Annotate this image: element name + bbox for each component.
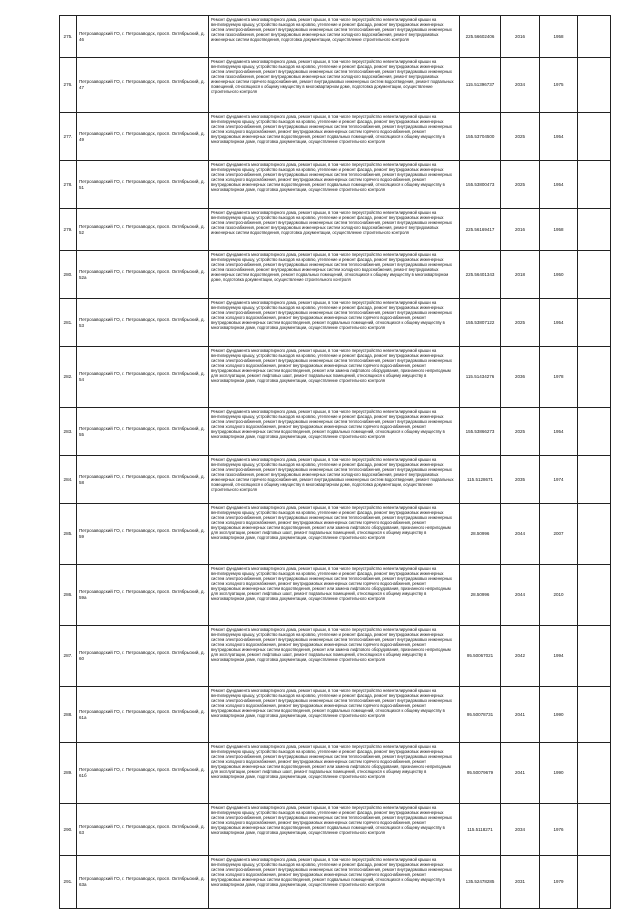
empty-cell <box>578 209 611 251</box>
row-number: 277. <box>60 113 77 161</box>
build-year-cell: 1950 <box>540 251 578 299</box>
planned-year-cell: 2018 <box>501 251 540 299</box>
table-row <box>60 743 611 804</box>
row-number: 283. <box>60 408 77 456</box>
works-description-cell: Ремонт фундамента многоквартирного дома, ремонт крыши, в том числе переустройство невентилируемой крыши на вентилируемую крышу, устройство выходов на кровлю, утепление и ремонт фасада, ремонт внутридомовых инженерных систем электроснабжения, ремонт внутридомовых инженерных систем теплоснабжения, ремонт внутридомовых инженерных систем холодного водоснабжения, ремонт внутридомовых инженерных систем горячего водоснабжения, ремонт внутридомовых инженерных систем водоотведения, ремонт подвальных помещений, относящихся к общему имуществу в многоквартирном доме, подготовка документации, осуществление строительного контроля <box>209 299 460 347</box>
works-description-cell: Ремонт фундамента многоквартирного дома, ремонт крыши, в том числе переустройство невентилируемой крыши на вентилируемую крышу, устройство выходов на кровлю, утепление и ремонт фасада, ремонт внутридомовых инженерных систем электроснабжения, ремонт внутридомовых инженерных систем теплоснабжения, ремонт внутридомовых инженерных систем холодного водоснабжения, ремонт внутридомовых инженерных систем горячего водоснабжения, ремонт внутридомовых инженерных систем водоотведения, ремонт подвальных помещений, относящихся к общему имуществу в многоквартирном доме, подготовка документации, осуществление строительного контроля <box>209 687 460 743</box>
build-year-cell: 1990 <box>540 743 578 804</box>
empty-cell <box>578 687 611 743</box>
build-year-cell: 1990 <box>540 687 578 743</box>
works-description-cell: Ремонт фундамента многоквартирного дома, ремонт крыши, в том числе переустройство невентилируемой крыши на вентилируемую крышу, устройство выходов на кровлю, утепление и ремонт фасада, ремонт внутридомовых инженерных систем электроснабжения, ремонт внутридомовых инженерных систем теплоснабжения, ремонт внутридомовых инженерных систем газоснабжения, ремонт внутридомовых инженерных систем холодного водоснабжения, ремонт внутридомовых инженерных систем горячего водоснабжения, ремонт внутридомовых инженерных систем водоотведения, ремонт подвальных помещений, относящихся к общему имуществу в многоквартирном доме, подготовка документации, осуществление строительного контроля <box>209 456 460 504</box>
build-year-cell: 1975 <box>540 58 578 113</box>
build-year-cell: 1954 <box>540 299 578 347</box>
works-description-cell: Ремонт фундамента многоквартирного дома, ремонт крыши, в том числе переустройство невентилируемой крыши на вентилируемую крышу, устройство выходов на кровлю, утепление и ремонт фасада, ремонт внутридомовых инженерных систем электроснабжения, ремонт внутридомовых инженерных систем теплоснабжения, ремонт внутридомовых инженерных систем холодного водоснабжения, ремонт внутридомовых инженерных систем горячего водоснабжения, ремонт внутридомовых инженерных систем водоотведения, ремонт подвальных помещений, относящихся к общему имуществу в многоквартирном доме, подготовка документации, осуществление строительного контроля <box>209 804 460 856</box>
cost-value-cell: 28.50996 <box>460 504 501 565</box>
build-year-cell: 1978 <box>540 347 578 408</box>
row-number: 285. <box>60 504 77 565</box>
build-year-cell: 1954 <box>540 408 578 456</box>
cost-value-cell: 115.51434276 <box>460 347 501 408</box>
address-cell: Петрозаводский ГО, г. Петрозаводск, просп. Октябрьский, д. 46 <box>77 16 209 58</box>
table-row <box>60 16 611 58</box>
planned-year-cell: 2041 <box>501 687 540 743</box>
address-cell: Петрозаводский ГО, г. Петрозаводск, просп. Октябрьский, д. 63а <box>77 856 209 909</box>
table-row <box>60 687 611 743</box>
address-cell: Петрозаводский ГО, г. Петрозаводск, просп. Октябрьский, д. 54 <box>77 347 209 408</box>
works-description-cell: Ремонт фундамента многоквартирного дома, ремонт крыши, в том числе переустройство невентилируемой крыши на вентилируемую крышу, устройство выходов на кровлю, утепление и ремонт фасада, ремонт внутридомовых инженерных систем электроснабжения, ремонт внутридомовых инженерных систем теплоснабжения, ремонт внутридомовых инженерных систем холодного водоснабжения, ремонт внутридомовых инженерных систем горячего водоснабжения, ремонт внутридомовых инженерных систем водоотведения, ремонт подвальных помещений, относящихся к общему имуществу в многоквартирном доме, подготовка документации, осуществление строительного контроля <box>209 113 460 161</box>
cost-value-cell: 115.51396737 <box>460 58 501 113</box>
planned-year-cell: 2035 <box>501 456 540 504</box>
table-row <box>60 209 611 251</box>
address-cell: Петрозаводский ГО, г. Петрозаводск, просп. Октябрьский, д. 59а <box>77 565 209 626</box>
empty-cell <box>578 456 611 504</box>
address-cell: Петрозаводский ГО, г. Петрозаводск, просп. Октябрьский, д. 61а <box>77 687 209 743</box>
empty-cell <box>578 565 611 626</box>
cost-value-cell: 225.56169417 <box>460 209 501 251</box>
address-cell: Петрозаводский ГО, г. Петрозаводск, просп. Октябрьский, д. 47 <box>77 58 209 113</box>
address-cell: Петрозаводский ГО, г. Петрозаводск, просп. Октябрьский, д. 58 <box>77 456 209 504</box>
works-description-cell: Ремонт фундамента многоквартирного дома, ремонт крыши, в том числе переустройство невентилируемой крыши на вентилируемую крышу, устройство выходов на кровлю, утепление и ремонт фасада, ремонт внутридомовых инженерных систем электроснабжения, ремонт внутридомовых инженерных систем теплоснабжения, ремонт внутридомовых инженерных систем холодного водоснабжения, ремонт внутридомовых инженерных систем горячего водоснабжения, ремонт внутридомовых инженерных систем водоотведения, ремонт или замена лифтового оборудования, признанного непригодным для эксплуатации, ремонт лифтовых шахт, ремонт подвальных помещений, относящихся к общему имуществу в многоквартирном доме, подготовка документации, осуществление строительного контроля <box>209 565 460 626</box>
row-number: 288. <box>60 687 77 743</box>
works-description-cell: Ремонт фундамента многоквартирного дома, ремонт крыши, в том числе переустройство невентилируемой крыши на вентилируемую крышу, устройство выходов на кровлю, утепление и ремонт фасада, ремонт внутридомовых инженерных систем электроснабжения, ремонт внутридомовых инженерных систем теплоснабжения, ремонт внутридомовых инженерных систем газоснабжения, ремонт внутридомовых инженерных систем холодного водоснабжения, ремонт внутридомовых инженерных систем водоотведения, подготовка документации, осуществление строительного контроля <box>209 16 460 58</box>
cost-value-cell: 28.50996 <box>460 565 501 626</box>
row-number: 275. <box>60 16 77 58</box>
row-number: 291. <box>60 856 77 909</box>
row-number: 284. <box>60 456 77 504</box>
address-cell: Петрозаводский ГО, г. Петрозаводск, просп. Октябрьский, д. 52 <box>77 209 209 251</box>
planned-year-cell: 2025 <box>501 113 540 161</box>
empty-cell <box>578 408 611 456</box>
build-year-cell: 1958 <box>540 209 578 251</box>
table-row <box>60 565 611 626</box>
works-description-cell: Ремонт фундамента многоквартирного дома, ремонт крыши, в том числе переустройство невентилируемой крыши на вентилируемую крышу, устройство выходов на кровлю, утепление и ремонт фасада, ремонт внутридомовых инженерных систем электроснабжения, ремонт внутридомовых инженерных систем теплоснабжения, ремонт внутридомовых инженерных систем холодного водоснабжения, ремонт внутридомовых инженерных систем горячего водоснабжения, ремонт внутридомовых инженерных систем водоотведения, ремонт подвальных помещений, относящихся к общему имуществу в многоквартирном доме, подготовка документации, осуществление строительного контроля <box>209 856 460 909</box>
cost-value-cell: 95.50079679 <box>460 743 501 804</box>
cost-value-cell: 155.53807122 <box>460 299 501 347</box>
row-number: 287. <box>60 626 77 687</box>
empty-cell <box>578 804 611 856</box>
row-number: 281. <box>60 299 77 347</box>
build-year-cell: 1954 <box>540 113 578 161</box>
build-year-cell: 1979 <box>540 856 578 909</box>
address-cell: Петрозаводский ГО, г. Петрозаводск, просп. Октябрьский, д. 52а <box>77 251 209 299</box>
table-row <box>60 456 611 504</box>
build-year-cell: 1976 <box>540 804 578 856</box>
address-cell: Петрозаводский ГО, г. Петрозаводск, просп. Октябрьский, д. 61б <box>77 743 209 804</box>
empty-cell <box>578 626 611 687</box>
table-body <box>60 16 611 909</box>
cost-value-cell: 155.53704500 <box>460 113 501 161</box>
build-year-cell: 1974 <box>540 456 578 504</box>
planned-year-cell: 2036 <box>501 347 540 408</box>
empty-cell <box>578 299 611 347</box>
works-description-cell: Ремонт фундамента многоквартирного дома, ремонт крыши, в том числе переустройство невентилируемой крыши на вентилируемую крышу, устройство выходов на кровлю, утепление и ремонт фасада, ремонт внутридомовых инженерных систем электроснабжения, ремонт внутридомовых инженерных систем теплоснабжения, ремонт внутридомовых инженерных систем холодного водоснабжения, ремонт внутридомовых инженерных систем горячего водоснабжения, ремонт внутридомовых инженерных систем водоотведения, ремонт или замена лифтового оборудования, признанного непригодным для эксплуатации, ремонт лифтовых шахт, ремонт подвальных помещений, относящихся к общему имуществу в многоквартирном доме, подготовка документации, осуществление строительного контроля <box>209 504 460 565</box>
empty-cell <box>578 16 611 58</box>
planned-year-cell: 2042 <box>501 626 540 687</box>
row-number: 276. <box>60 58 77 113</box>
empty-cell <box>578 161 611 209</box>
table-row <box>60 58 611 113</box>
row-number: 278. <box>60 161 77 209</box>
address-cell: Петрозаводский ГО, г. Петрозаводск, просп. Октябрьский, д. 59 <box>77 504 209 565</box>
cost-value-cell: 115.5118271 <box>460 804 501 856</box>
build-year-cell: 2010 <box>540 565 578 626</box>
empty-cell <box>578 856 611 909</box>
cost-value-cell: 155.53800473 <box>460 161 501 209</box>
empty-cell <box>578 251 611 299</box>
empty-cell <box>578 58 611 113</box>
planned-year-cell: 2041 <box>501 743 540 804</box>
works-description-cell: Ремонт фундамента многоквартирного дома, ремонт крыши, в том числе переустройство невентилируемой крыши на вентилируемую крышу, устройство выходов на кровлю, утепление и ремонт фасада, ремонт внутридомовых инженерных систем электроснабжения, ремонт внутридомовых инженерных систем теплоснабжения, ремонт внутридомовых инженерных систем холодного водоснабжения, ремонт внутридомовых инженерных систем горячего водоснабжения, ремонт внутридомовых инженерных систем водоотведения, ремонт или замена лифтового оборудования, признанного непригодным для эксплуатации, ремонт лифтовых шахт, ремонт подвальных помещений, относящихся к общему имуществу в многоквартирном доме, подготовка документации, осуществление строительного контроля <box>209 626 460 687</box>
row-number: 290. <box>60 804 77 856</box>
planned-year-cell: 2031 <box>501 856 540 909</box>
cost-value-cell: 135.52478285 <box>460 856 501 909</box>
works-description-cell: Ремонт фундамента многоквартирного дома, ремонт крыши, в том числе переустройство невентилируемой крыши на вентилируемую крышу, устройство выходов на кровлю, утепление и ремонт фасада, ремонт внутридомовых инженерных систем электроснабжения, ремонт внутридомовых инженерных систем теплоснабжения, ремонт внутридомовых инженерных систем холодного водоснабжения, ремонт внутридомовых инженерных систем горячего водоснабжения, ремонт внутридомовых инженерных систем водоотведения, ремонт или замена лифтового оборудования, признанного непригодным для эксплуатации, ремонт лифтовых шахт, ремонт подвальных помещений, относящихся к общему имуществу в многоквартирном доме, подготовка документации, осуществление строительного контроля <box>209 743 460 804</box>
cost-value-cell: 225.56401343 <box>460 251 501 299</box>
table-row <box>60 347 611 408</box>
table-row <box>60 856 611 909</box>
table-row <box>60 804 611 856</box>
table-row <box>60 113 611 161</box>
table-row <box>60 299 611 347</box>
works-description-cell: Ремонт фундамента многоквартирного дома, ремонт крыши, в том числе переустройство невентилируемой крыши на вентилируемую крышу, устройство выходов на кровлю, утепление и ремонт фасада, ремонт внутридомовых инженерных систем электроснабжения, ремонт внутридомовых инженерных систем теплоснабжения, ремонт внутридомовых инженерных систем газоснабжения, ремонт внутридомовых инженерных систем холодного водоснабжения, ремонт внутридомовых инженерных систем водоотведения, ремонт подвальных помещений, относящихся к общему имуществу в многоквартирном доме, подготовка документации, осуществление строительного контроля <box>209 251 460 299</box>
table-row <box>60 626 611 687</box>
works-description-cell: Ремонт фундамента многоквартирного дома, ремонт крыши, в том числе переустройство невентилируемой крыши на вентилируемую крышу, устройство выходов на кровлю, утепление и ремонт фасада, ремонт внутридомовых инженерных систем электроснабжения, ремонт внутридомовых инженерных систем теплоснабжения, ремонт внутридомовых инженерных систем холодного водоснабжения, ремонт внутридомовых инженерных систем горячего водоснабжения, ремонт внутридомовых инженерных систем водоотведения, ремонт подвальных помещений, относящихся к общему имуществу в многоквартирном доме, подготовка документации, осуществление строительного контроля <box>209 408 460 456</box>
planned-year-cell: 2025 <box>501 408 540 456</box>
table-row <box>60 251 611 299</box>
planned-year-cell: 2034 <box>501 58 540 113</box>
works-description-cell: Ремонт фундамента многоквартирного дома, ремонт крыши, в том числе переустройство невентилируемой крыши на вентилируемую крышу, устройство выходов на кровлю, утепление и ремонт фасада, ремонт внутридомовых инженерных систем электроснабжения, ремонт внутридомовых инженерных систем теплоснабжения, ремонт внутридомовых инженерных систем холодного водоснабжения, ремонт внутридомовых инженерных систем горячего водоснабжения, ремонт внутридомовых инженерных систем водоотведения, ремонт подвальных помещений, относящихся к общему имуществу в многоквартирном доме, подготовка документации, осуществление строительного контроля <box>209 161 460 209</box>
repair-program-table <box>59 15 611 909</box>
cost-value-cell: 115.5128671 <box>460 456 501 504</box>
cost-value-cell: 155.53866273 <box>460 408 501 456</box>
works-description-cell: Ремонт фундамента многоквартирного дома, ремонт крыши, в том числе переустройство невентилируемой крыши на вентилируемую крышу, устройство выходов на кровлю, утепление и ремонт фасада, ремонт внутридомовых инженерных систем электроснабжения, ремонт внутридомовых инженерных систем теплоснабжения, ремонт внутридомовых инженерных систем газоснабжения, ремонт внутридомовых инженерных систем холодного водоснабжения, ремонт внутридомовых инженерных систем горячего водоснабжения, ремонт внутридомовых инженерных систем водоотведения, ремонт подвальных помещений, относящихся к общему имуществу в многоквартирном доме, подготовка документации, осуществление строительного контроля <box>209 58 460 113</box>
planned-year-cell: 2034 <box>501 804 540 856</box>
row-number: 279. <box>60 209 77 251</box>
build-year-cell: 1954 <box>540 161 578 209</box>
address-cell: Петрозаводский ГО, г. Петрозаводск, просп. Октябрьский, д. 53 <box>77 299 209 347</box>
planned-year-cell: 2016 <box>501 16 540 58</box>
row-number: 280. <box>60 251 77 299</box>
empty-cell <box>578 504 611 565</box>
address-cell: Петрозаводский ГО, г. Петрозаводск, просп. Октябрьский, д. 63 <box>77 804 209 856</box>
works-description-cell: Ремонт фундамента многоквартирного дома, ремонт крыши, в том числе переустройство невентилируемой крыши на вентилируемую крышу, устройство выходов на кровлю, утепление и ремонт фасада, ремонт внутридомовых инженерных систем электроснабжения, ремонт внутридомовых инженерных систем теплоснабжения, ремонт внутридомовых инженерных систем холодного водоснабжения, ремонт внутридомовых инженерных систем горячего водоснабжения, ремонт внутридомовых инженерных систем водоотведения, ремонт или замена лифтового оборудования, признанного непригодным для эксплуатации, ремонт лифтовых шахт, ремонт подвальных помещений, относящихся к общему имуществу в многоквартирном доме, подготовка документации, осуществление строительного контроля <box>209 347 460 408</box>
planned-year-cell: 2025 <box>501 161 540 209</box>
empty-cell <box>578 347 611 408</box>
table-row <box>60 504 611 565</box>
address-cell: Петрозаводский ГО, г. Петрозаводск, просп. Октябрьский, д. 49 <box>77 113 209 161</box>
cost-value-cell: 225.56602406 <box>460 16 501 58</box>
table-row <box>60 408 611 456</box>
planned-year-cell: 2044 <box>501 504 540 565</box>
planned-year-cell: 2016 <box>501 209 540 251</box>
build-year-cell: 1994 <box>540 626 578 687</box>
build-year-cell: 2007 <box>540 504 578 565</box>
cost-value-cell: 95.50067021 <box>460 626 501 687</box>
table-row <box>60 161 611 209</box>
address-cell: Петрозаводский ГО, г. Петрозаводск, просп. Октябрьский, д. 51 <box>77 161 209 209</box>
cost-value-cell: 95.50078731 <box>460 687 501 743</box>
planned-year-cell: 2044 <box>501 565 540 626</box>
address-cell: Петрозаводский ГО, г. Петрозаводск, просп. Октябрьский, д. 55 <box>77 408 209 456</box>
row-number: 286. <box>60 565 77 626</box>
empty-cell <box>578 113 611 161</box>
row-number: 282. <box>60 347 77 408</box>
address-cell: Петрозаводский ГО, г. Петрозаводск, просп. Октябрьский, д. 60 <box>77 626 209 687</box>
empty-cell <box>578 743 611 804</box>
build-year-cell: 1958 <box>540 16 578 58</box>
works-description-cell: Ремонт фундамента многоквартирного дома, ремонт крыши, в том числе переустройство невентилируемой крыши на вентилируемую крышу, устройство выходов на кровлю, утепление и ремонт фасада, ремонт внутридомовых инженерных систем электроснабжения, ремонт внутридомовых инженерных систем теплоснабжения, ремонт внутридомовых инженерных систем газоснабжения, ремонт внутридомовых инженерных систем холодного водоснабжения, ремонт внутридомовых инженерных систем водоотведения, подготовка документации, осуществление строительного контроля <box>209 209 460 251</box>
planned-year-cell: 2025 <box>501 299 540 347</box>
row-number: 289. <box>60 743 77 804</box>
